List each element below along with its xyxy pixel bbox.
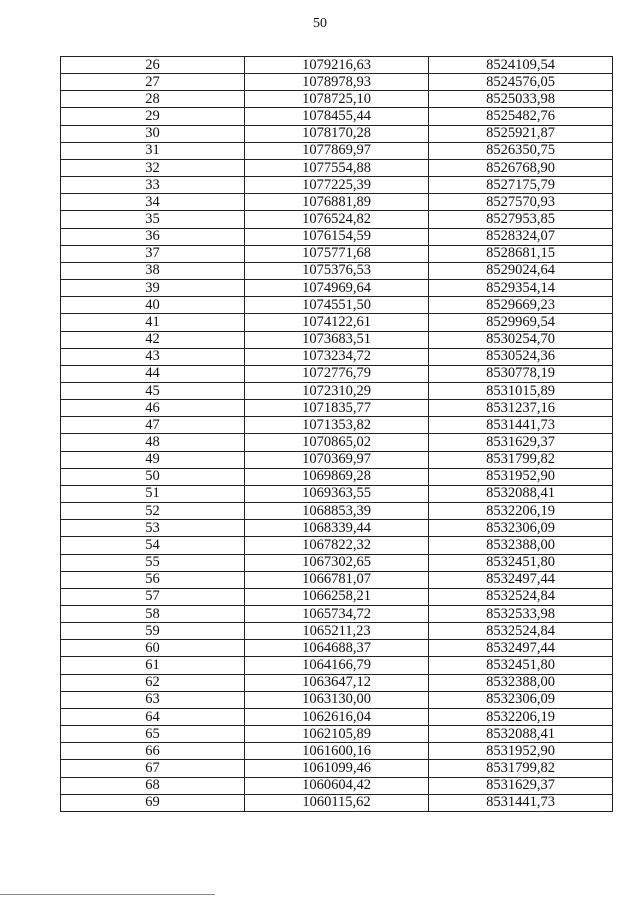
y-coordinate-cell: 8532533,98	[429, 606, 613, 623]
table-row	[61, 177, 613, 194]
table-row	[61, 74, 613, 91]
table-row	[61, 588, 613, 605]
x-coordinate-cell: 1077554,88	[245, 159, 429, 176]
x-coordinate-cell: 1078978,93	[245, 74, 429, 91]
table-row	[61, 726, 613, 743]
y-coordinate-cell: 8531952,90	[429, 468, 613, 485]
y-coordinate-cell: 8526768,90	[429, 159, 613, 176]
point-number-cell: 31	[61, 142, 245, 159]
x-coordinate-cell: 1063130,00	[245, 691, 429, 708]
point-number-cell: 52	[61, 503, 245, 520]
point-number-cell: 40	[61, 297, 245, 314]
footer-rule	[0, 894, 215, 895]
x-coordinate-cell: 1062105,89	[245, 726, 429, 743]
x-coordinate-cell: 1071353,82	[245, 417, 429, 434]
point-number-cell: 58	[61, 606, 245, 623]
point-number-cell: 36	[61, 228, 245, 245]
point-number-cell: 69	[61, 794, 245, 811]
point-number-cell: 59	[61, 623, 245, 640]
point-number-cell: 27	[61, 74, 245, 91]
x-coordinate-cell: 1074969,64	[245, 280, 429, 297]
table-row	[61, 554, 613, 571]
x-coordinate-cell: 1064688,37	[245, 640, 429, 657]
table-row	[61, 451, 613, 468]
point-number-cell: 49	[61, 451, 245, 468]
y-coordinate-cell: 8532524,84	[429, 588, 613, 605]
y-coordinate-cell: 8531629,37	[429, 434, 613, 451]
x-coordinate-cell: 1078170,28	[245, 125, 429, 142]
table-row	[61, 365, 613, 382]
point-number-cell: 30	[61, 125, 245, 142]
x-coordinate-cell: 1066781,07	[245, 571, 429, 588]
y-coordinate-cell: 8532206,19	[429, 708, 613, 725]
point-number-cell: 64	[61, 708, 245, 725]
y-coordinate-cell: 8527175,79	[429, 177, 613, 194]
table-row	[61, 245, 613, 262]
y-coordinate-cell: 8532206,19	[429, 503, 613, 520]
y-coordinate-cell: 8531952,90	[429, 743, 613, 760]
x-coordinate-cell: 1061600,16	[245, 743, 429, 760]
point-number-cell: 28	[61, 91, 245, 108]
table-row	[61, 743, 613, 760]
y-coordinate-cell: 8532088,41	[429, 485, 613, 502]
table-row	[61, 142, 613, 159]
coordinates-table	[60, 56, 613, 812]
y-coordinate-cell: 8530778,19	[429, 365, 613, 382]
point-number-cell: 33	[61, 177, 245, 194]
table-row	[61, 485, 613, 502]
coordinates-table-body	[61, 57, 613, 812]
x-coordinate-cell: 1074122,61	[245, 314, 429, 331]
x-coordinate-cell: 1060604,42	[245, 777, 429, 794]
table-row	[61, 400, 613, 417]
point-number-cell: 35	[61, 211, 245, 228]
point-number-cell: 55	[61, 554, 245, 571]
y-coordinate-cell: 8525921,87	[429, 125, 613, 142]
y-coordinate-cell: 8527953,85	[429, 211, 613, 228]
y-coordinate-cell: 8528681,15	[429, 245, 613, 262]
table-row	[61, 262, 613, 279]
y-coordinate-cell: 8531441,73	[429, 417, 613, 434]
table-row	[61, 297, 613, 314]
table-row	[61, 674, 613, 691]
x-coordinate-cell: 1073683,51	[245, 331, 429, 348]
table-row	[61, 794, 613, 811]
table-row	[61, 125, 613, 142]
y-coordinate-cell: 8529669,23	[429, 297, 613, 314]
table-row	[61, 211, 613, 228]
table-row	[61, 280, 613, 297]
x-coordinate-cell: 1078455,44	[245, 108, 429, 125]
y-coordinate-cell: 8532088,41	[429, 726, 613, 743]
x-coordinate-cell: 1078725,10	[245, 91, 429, 108]
table-row	[61, 537, 613, 554]
x-coordinate-cell: 1067822,32	[245, 537, 429, 554]
x-coordinate-cell: 1076154,59	[245, 228, 429, 245]
point-number-cell: 34	[61, 194, 245, 211]
table-row	[61, 159, 613, 176]
x-coordinate-cell: 1075376,53	[245, 262, 429, 279]
point-number-cell: 48	[61, 434, 245, 451]
y-coordinate-cell: 8531237,16	[429, 400, 613, 417]
x-coordinate-cell: 1065211,23	[245, 623, 429, 640]
x-coordinate-cell: 1071835,77	[245, 400, 429, 417]
x-coordinate-cell: 1064166,79	[245, 657, 429, 674]
point-number-cell: 45	[61, 382, 245, 399]
point-number-cell: 68	[61, 777, 245, 794]
x-coordinate-cell: 1079216,63	[245, 57, 429, 74]
y-coordinate-cell: 8532497,44	[429, 640, 613, 657]
table-row	[61, 228, 613, 245]
x-coordinate-cell: 1062616,04	[245, 708, 429, 725]
table-row	[61, 691, 613, 708]
x-coordinate-cell: 1072776,79	[245, 365, 429, 382]
table-row	[61, 91, 613, 108]
point-number-cell: 60	[61, 640, 245, 657]
table-row	[61, 468, 613, 485]
x-coordinate-cell: 1073234,72	[245, 348, 429, 365]
x-coordinate-cell: 1068339,44	[245, 520, 429, 537]
page-number: 50	[313, 16, 327, 31]
y-coordinate-cell: 8532306,09	[429, 691, 613, 708]
table-row	[61, 657, 613, 674]
point-number-cell: 32	[61, 159, 245, 176]
x-coordinate-cell: 1072310,29	[245, 382, 429, 399]
x-coordinate-cell: 1067302,65	[245, 554, 429, 571]
y-coordinate-cell: 8529354,14	[429, 280, 613, 297]
table-row	[61, 417, 613, 434]
table-row	[61, 194, 613, 211]
point-number-cell: 46	[61, 400, 245, 417]
point-number-cell: 38	[61, 262, 245, 279]
point-number-cell: 62	[61, 674, 245, 691]
point-number-cell: 39	[61, 280, 245, 297]
table-row	[61, 520, 613, 537]
point-number-cell: 50	[61, 468, 245, 485]
y-coordinate-cell: 8524576,05	[429, 74, 613, 91]
point-number-cell: 63	[61, 691, 245, 708]
point-number-cell: 47	[61, 417, 245, 434]
point-number-cell: 42	[61, 331, 245, 348]
y-coordinate-cell: 8531015,89	[429, 382, 613, 399]
y-coordinate-cell: 8529024,64	[429, 262, 613, 279]
x-coordinate-cell: 1077225,39	[245, 177, 429, 194]
point-number-cell: 51	[61, 485, 245, 502]
y-coordinate-cell: 8530524,36	[429, 348, 613, 365]
point-number-cell: 65	[61, 726, 245, 743]
y-coordinate-cell: 8529969,54	[429, 314, 613, 331]
point-number-cell: 26	[61, 57, 245, 74]
x-coordinate-cell: 1074551,50	[245, 297, 429, 314]
y-coordinate-cell: 8532388,00	[429, 674, 613, 691]
table-row	[61, 57, 613, 74]
point-number-cell: 54	[61, 537, 245, 554]
y-coordinate-cell: 8532451,80	[429, 657, 613, 674]
x-coordinate-cell: 1066258,21	[245, 588, 429, 605]
table-row	[61, 640, 613, 657]
y-coordinate-cell: 8525482,76	[429, 108, 613, 125]
y-coordinate-cell: 8526350,75	[429, 142, 613, 159]
point-number-cell: 67	[61, 760, 245, 777]
point-number-cell: 53	[61, 520, 245, 537]
point-number-cell: 44	[61, 365, 245, 382]
point-number-cell: 43	[61, 348, 245, 365]
x-coordinate-cell: 1070865,02	[245, 434, 429, 451]
x-coordinate-cell: 1070369,97	[245, 451, 429, 468]
x-coordinate-cell: 1069869,28	[245, 468, 429, 485]
point-number-cell: 66	[61, 743, 245, 760]
y-coordinate-cell: 8532451,80	[429, 554, 613, 571]
y-coordinate-cell: 8532497,44	[429, 571, 613, 588]
y-coordinate-cell: 8532306,09	[429, 520, 613, 537]
table-row	[61, 348, 613, 365]
table-row	[61, 314, 613, 331]
x-coordinate-cell: 1075771,68	[245, 245, 429, 262]
table-row	[61, 760, 613, 777]
y-coordinate-cell: 8528324,07	[429, 228, 613, 245]
table-row	[61, 708, 613, 725]
point-number-cell: 37	[61, 245, 245, 262]
point-number-cell: 41	[61, 314, 245, 331]
point-number-cell: 29	[61, 108, 245, 125]
table-row	[61, 382, 613, 399]
x-coordinate-cell: 1069363,55	[245, 485, 429, 502]
table-row	[61, 606, 613, 623]
y-coordinate-cell: 8531629,37	[429, 777, 613, 794]
x-coordinate-cell: 1065734,72	[245, 606, 429, 623]
point-number-cell: 56	[61, 571, 245, 588]
x-coordinate-cell: 1077869,97	[245, 142, 429, 159]
y-coordinate-cell: 8525033,98	[429, 91, 613, 108]
x-coordinate-cell: 1076881,89	[245, 194, 429, 211]
y-coordinate-cell: 8532524,84	[429, 623, 613, 640]
x-coordinate-cell: 1068853,39	[245, 503, 429, 520]
table-row	[61, 503, 613, 520]
y-coordinate-cell: 8530254,70	[429, 331, 613, 348]
y-coordinate-cell: 8527570,93	[429, 194, 613, 211]
table-row	[61, 108, 613, 125]
y-coordinate-cell: 8531441,73	[429, 794, 613, 811]
y-coordinate-cell: 8532388,00	[429, 537, 613, 554]
table-row	[61, 623, 613, 640]
y-coordinate-cell: 8524109,54	[429, 57, 613, 74]
x-coordinate-cell: 1061099,46	[245, 760, 429, 777]
y-coordinate-cell: 8531799,82	[429, 451, 613, 468]
point-number-cell: 61	[61, 657, 245, 674]
point-number-cell: 57	[61, 588, 245, 605]
y-coordinate-cell: 8531799,82	[429, 760, 613, 777]
x-coordinate-cell: 1060115,62	[245, 794, 429, 811]
table-row	[61, 434, 613, 451]
table-row	[61, 331, 613, 348]
table-row	[61, 571, 613, 588]
x-coordinate-cell: 1063647,12	[245, 674, 429, 691]
table-row	[61, 777, 613, 794]
x-coordinate-cell: 1076524,82	[245, 211, 429, 228]
